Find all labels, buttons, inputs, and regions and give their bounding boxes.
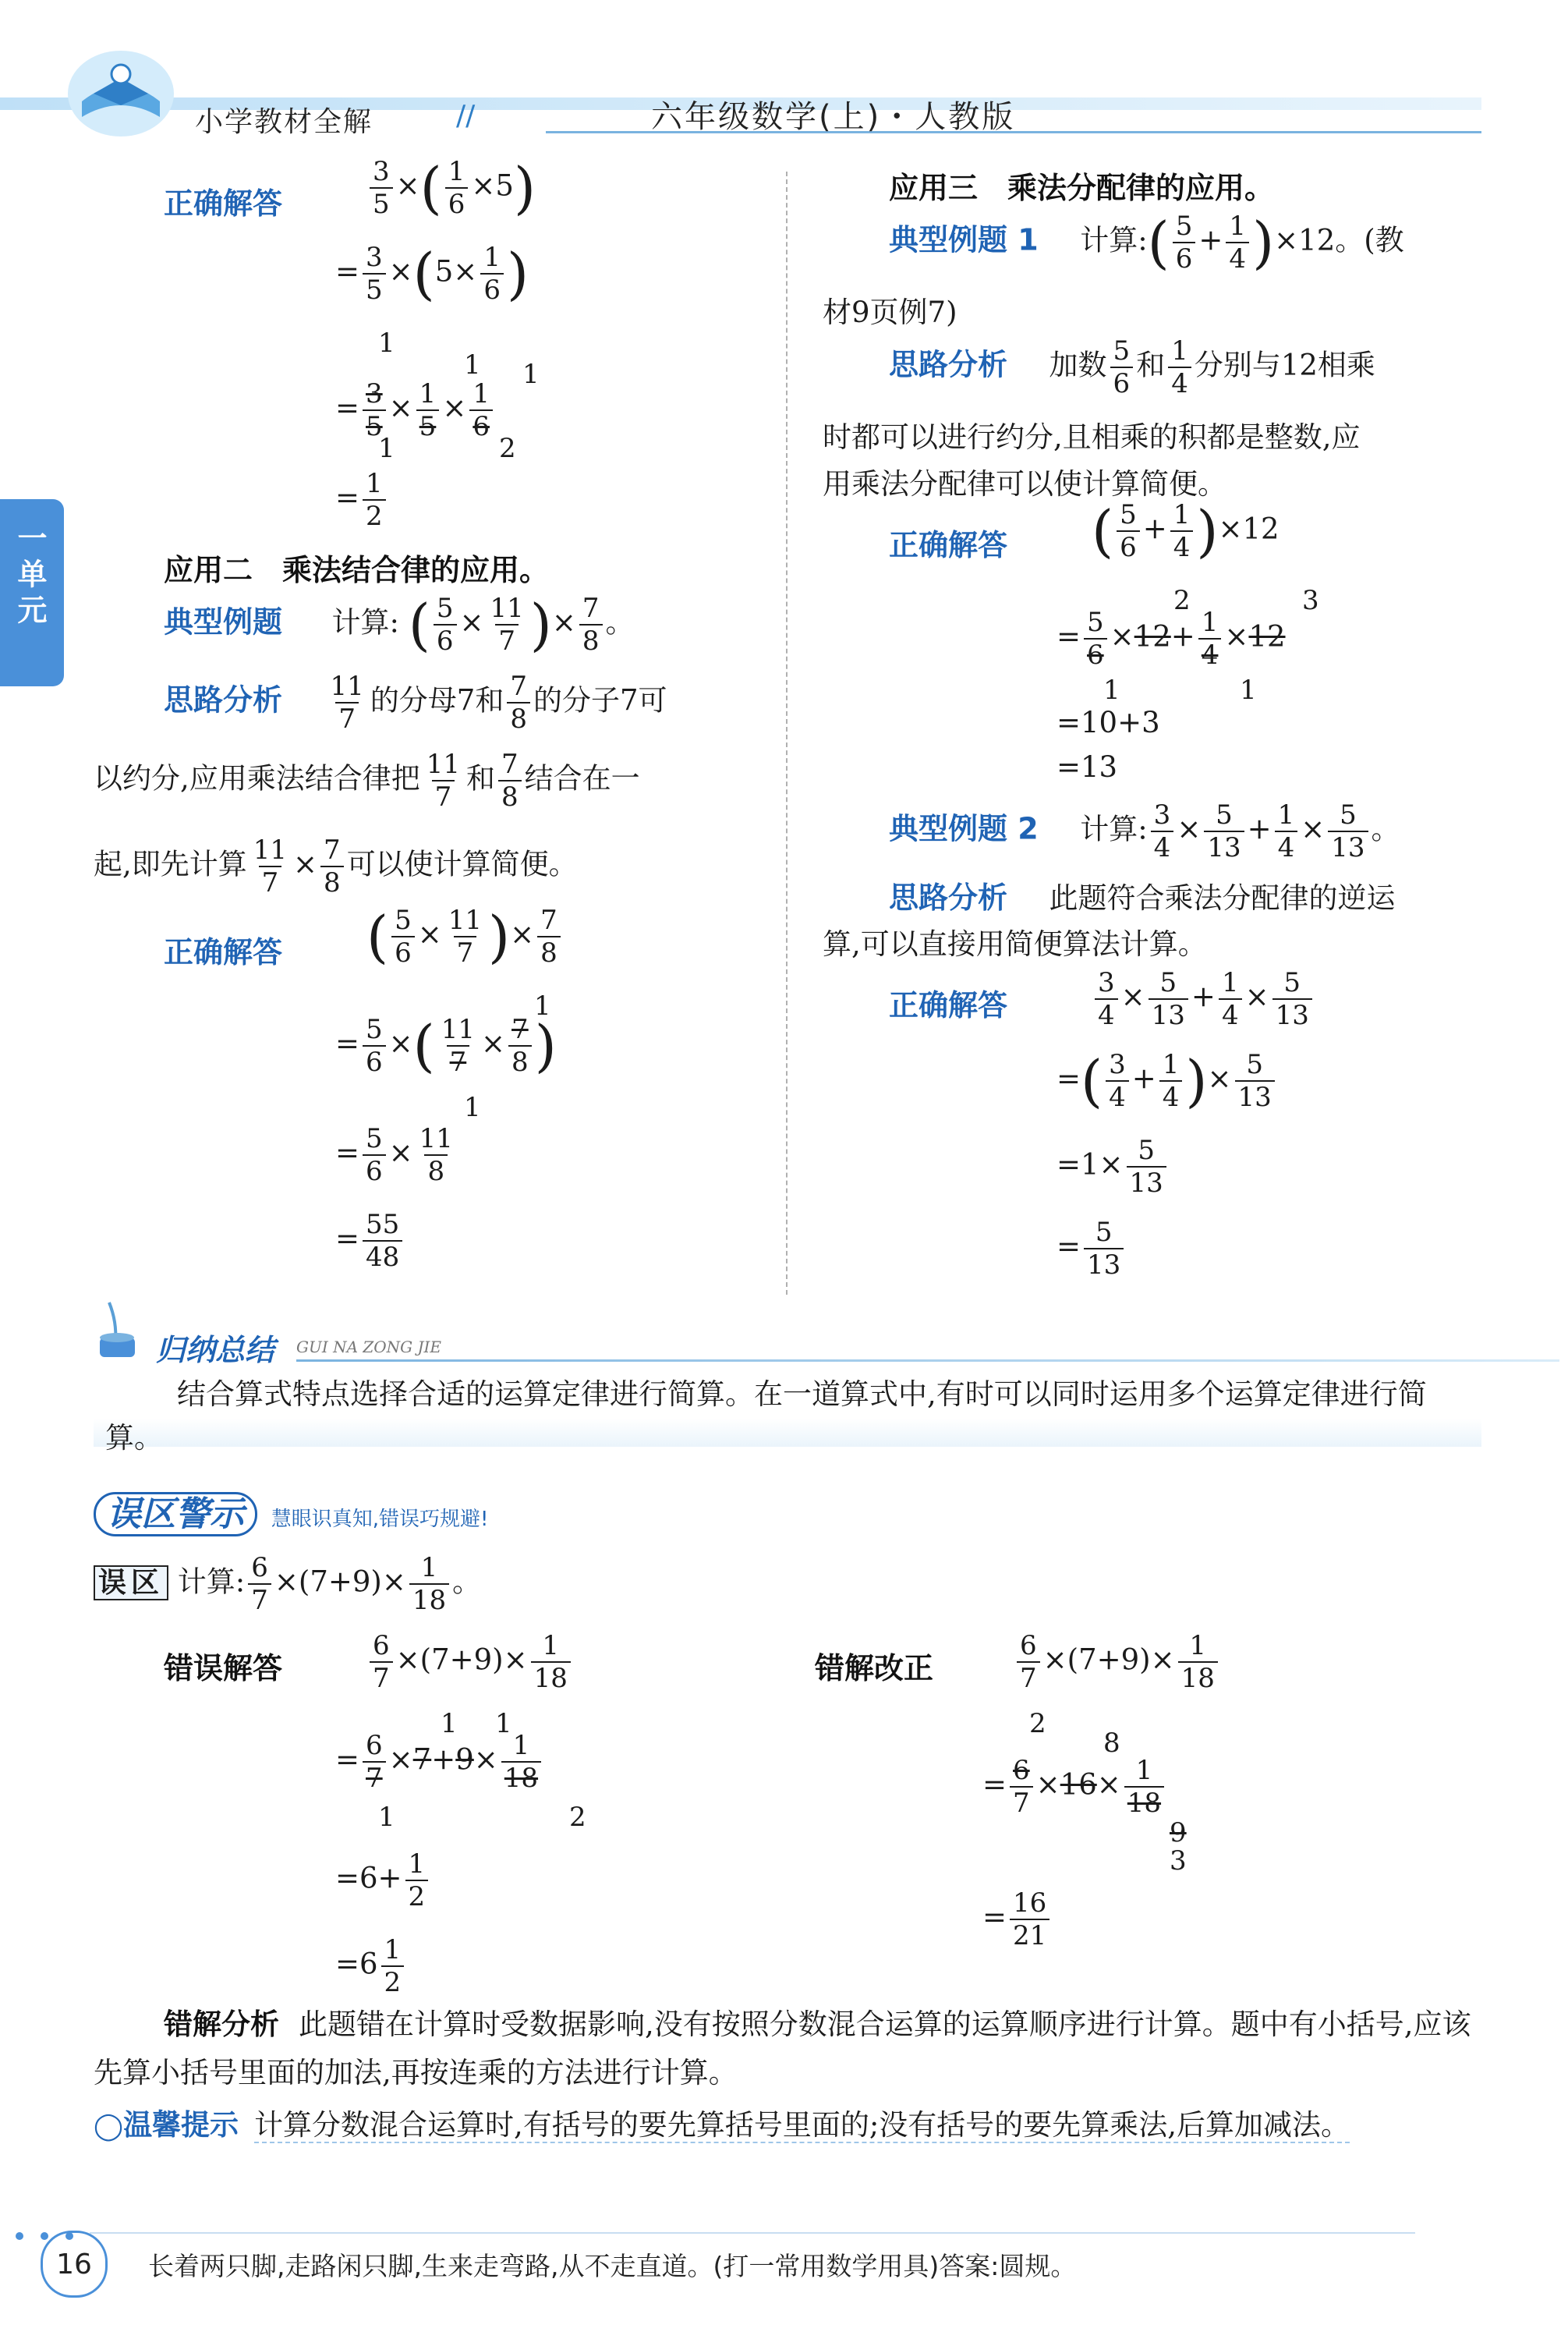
footer-riddle: 长着两只脚,走路闲只脚,生来走弯路,从不走直道。(打一常用数学用具)答案:圆规。 (148, 2251, 1077, 2281)
analysis1-text-a: 加数 (1049, 348, 1107, 382)
mistake-banner-title: 误区警示 (94, 1492, 257, 1536)
mistake-banner (94, 1486, 488, 1536)
example-text: 计算: (331, 605, 400, 640)
footer-dots (16, 2213, 1481, 2221)
left-ans2-step4: = $\frac{55}{48}$ (335, 1209, 405, 1273)
analysis-line3a: 起,即先计算 (94, 847, 247, 881)
left-ans1-step4: = $\frac{1}{2}$ (335, 468, 389, 532)
example1-tail: ×12。(教 (1274, 223, 1404, 257)
analysis-line2b: 和 (466, 761, 496, 796)
wrong-step3: =6+ $\frac{1}{2}$ (335, 1848, 431, 1912)
right-example1: 典型例题 1 计算:( $\frac{5}{6}$ + $\frac{1}{4}$ )×12。(教 (889, 210, 1404, 275)
summary-rule (296, 1359, 1559, 1362)
fix-answer-label: 错解改正 (815, 1651, 934, 1685)
example1-label: 典型例题 1 (889, 222, 1039, 257)
summary-title: 归纳总结 (156, 1333, 275, 1367)
right-ans1-step3: =10+3 (1057, 706, 1160, 739)
analysis-part1: 的分母7和 (370, 683, 504, 718)
right-ans2-step4: = $\frac{5}{13}$ (1057, 1217, 1127, 1281)
side-tab (0, 499, 64, 686)
lightbulb-icon: ◯ (94, 2110, 124, 2142)
analysis-line3b: 可以使计算简便。 (346, 847, 578, 881)
right-ans1-step4: =13 (1057, 750, 1118, 784)
analysis-line2a: 以约分,应用乘法结合律把 (94, 761, 420, 796)
analysis-line2c: 结合在一 (524, 761, 640, 796)
double-slash-icon: // (456, 100, 476, 132)
analysis2-text: 此题符合乘法分配律的逆运 (1049, 881, 1396, 915)
fix-step3: = $\frac{16}{21}$ (982, 1887, 1053, 1951)
left-answer-label-1: 正确解答 (164, 186, 283, 221)
side-tab-label: 一单元 (12, 523, 47, 630)
mistake-prompt: 误区 计算: $\frac{6}{7}$ ×(7+9)× $\frac{1}{18}$ 。 (94, 1552, 481, 1616)
left-answer-label-2: 正确解答 (164, 935, 283, 969)
left-ans1-step1: $\frac{3}{5}$ ×( $\frac{1}{6}$ ×5) (366, 156, 536, 220)
page-number: 16 (56, 2249, 92, 2281)
right-analysis1: 思路分析 加数 $\frac{5}{6}$ 和 $\frac{1}{4}$ 分别与12相乘 时都可以进行约分,且相乘的积都是整数,应 用乘法分配律可以使计算简便。 (823, 335, 1524, 507)
mistake-banner-subtitle: 慧眼识真知,错误巧规避! (271, 1508, 489, 1531)
tip (94, 2102, 1481, 2149)
wrong-step2: 1 1 = $\frac{6}{7}$ ×7+9× $\frac{1}{18}$ 1 2 (335, 1708, 586, 1833)
example2-label: 典型例题 2 (889, 811, 1039, 846)
inkpot-icon (94, 1299, 156, 1361)
example-label: 典型例题 (164, 604, 283, 640)
summary-text: 结合算式特点选择合适的运算定律进行简算。在一道算式中,有时可以同时运用多个运算定律进行简算。 (105, 1377, 1427, 1455)
analysis-label: 思路分析 (164, 682, 283, 718)
grade-title: 六年级数学(上)・人教版 (651, 99, 1016, 135)
header (0, 0, 1568, 156)
example1-line2: 材9页例7) (823, 296, 957, 329)
right-ans1-step1: ( $\frac{5}{6}$ + $\frac{1}{4}$ )×12 (1092, 498, 1280, 564)
right-ans2-step2: =( $\frac{3}{4}$ + $\frac{1}{4}$ )× $\frac{5}{13}$ (1057, 1049, 1278, 1113)
mistake-prompt-text: 计算: (177, 1565, 246, 1599)
tip-text: 计算分数混合运算时,有括号的要先算括号里面的;没有括号的要先算乘法,后算加减法。 (254, 2108, 1350, 2142)
analysis1-text-c: 分别与12相乘 (1194, 348, 1375, 382)
mistake-analysis-text: 此题错在计算时受数据影响,没有按照分数混合运算的运算顺序进行计算。题中有小括号,应该先算小括号里面的加法,再按连乘的方法进行计算。 (94, 2008, 1471, 2089)
summary-subtitle: GUI NA ZONG JIE (296, 1338, 442, 1356)
section-3-title: 应用三 乘法分配律的应用。 (889, 171, 1275, 205)
book-title: 小学教材全解 (195, 106, 373, 138)
right-answer-label-2: 正确解答 (889, 988, 1008, 1022)
left-ans2-step3: = $\frac{5}{6}$ × $\frac{11}{8}$ (335, 1123, 453, 1187)
fix-step1: $\frac{6}{7}$ ×(7+9)× $\frac{1}{18}$ (1014, 1630, 1221, 1694)
right-example2: 典型例题 2 计算: $\frac{3}{4}$ × $\frac{5}{13}$ + $\frac{1}{4}$ × $\frac{5}{13}$ 。 (889, 799, 1400, 863)
analysis1-line2: 时都可以进行约分,且相乘的积都是整数,应 (823, 420, 1361, 454)
left-example: 典型例题 计算: ( $\frac{5}{6}$ × $\frac{11}{7}$ )× $\frac{7}{8}$ 。 (164, 592, 635, 657)
analysis1-line3: 用乘法分配律可以使计算简便。 (823, 467, 1226, 501)
analysis2-label: 思路分析 (889, 881, 1008, 915)
left-ans1-step2: = $\frac{3}{5}$ ×(5× $\frac{1}{6}$ ) (335, 241, 529, 307)
column-divider (786, 172, 788, 1295)
left-ans2-step1: ( $\frac{5}{6}$ × $\frac{11}{7}$ )× $\frac{7}{8}$ (366, 905, 564, 969)
right-ans2-step1: $\frac{3}{4}$ × $\frac{5}{13}$ + $\frac{1}{4}$ × $\frac{5}{13}$ (1092, 967, 1315, 1031)
analysis-part2: 的分子7可 (533, 683, 667, 718)
right-ans1-step2: 2 3 = $\frac{5}{6}$ ×12+ $\frac{1}{4}$ ×12 1 1 (1057, 585, 1319, 706)
wrong-answer-label: 错误解答 (164, 1651, 283, 1685)
mistake-tag: 误区 (94, 1565, 168, 1600)
analysis2-line2: 算,可以直接用简便算法计算。 (823, 927, 1207, 961)
mistake-analysis-label: 错解分析 (164, 2008, 279, 2041)
tip-label: 温馨提示 (123, 2108, 239, 2142)
left-analysis: 思路分析 $\frac{11}{7}$ 的分母7和 $\frac{7}{8}$ 的分子7可 以约分,应用乘法结合律把 $\frac{11}{7}$ 和 $\frac{7}{8}$ 结合在一 起,即先计算 $\frac{11}{7}$ × $\frac{7}{8}$ 可以使计算简便。 (94, 671, 667, 898)
mistake-analysis (94, 2001, 1481, 2097)
example2-text: 计算: (1080, 812, 1148, 846)
analysis1-label: 思路分析 (889, 347, 1008, 382)
page-number-badge (41, 2231, 108, 2298)
wrong-step4: =6 $\frac{1}{2}$ (335, 1934, 407, 1998)
right-analysis2 (823, 874, 1524, 967)
left-ans2-step2: 1 = $\frac{5}{6}$ ×( $\frac{11}{7}$ × $\frac{7}{8}$ ) 1 (335, 991, 557, 1123)
example1-text: 计算: (1080, 223, 1148, 257)
analysis1-text-b: 和 (1136, 348, 1166, 382)
section-2-title: 应用二 乘法结合律的应用。 (164, 553, 550, 587)
wrong-step1: $\frac{6}{7}$ ×(7+9)× $\frac{1}{18}$ (366, 1630, 574, 1694)
summary-header (86, 1299, 1481, 1369)
book-logo-icon (62, 39, 179, 140)
right-answer-label-1: 正确解答 (889, 528, 1008, 562)
fix-step2: 2 8 = $\frac{6}{7}$ ×16× $\frac{1}{18}$ 9 3 (982, 1708, 1187, 1877)
right-ans2-step3: =1× $\frac{5}{13}$ (1057, 1135, 1170, 1199)
